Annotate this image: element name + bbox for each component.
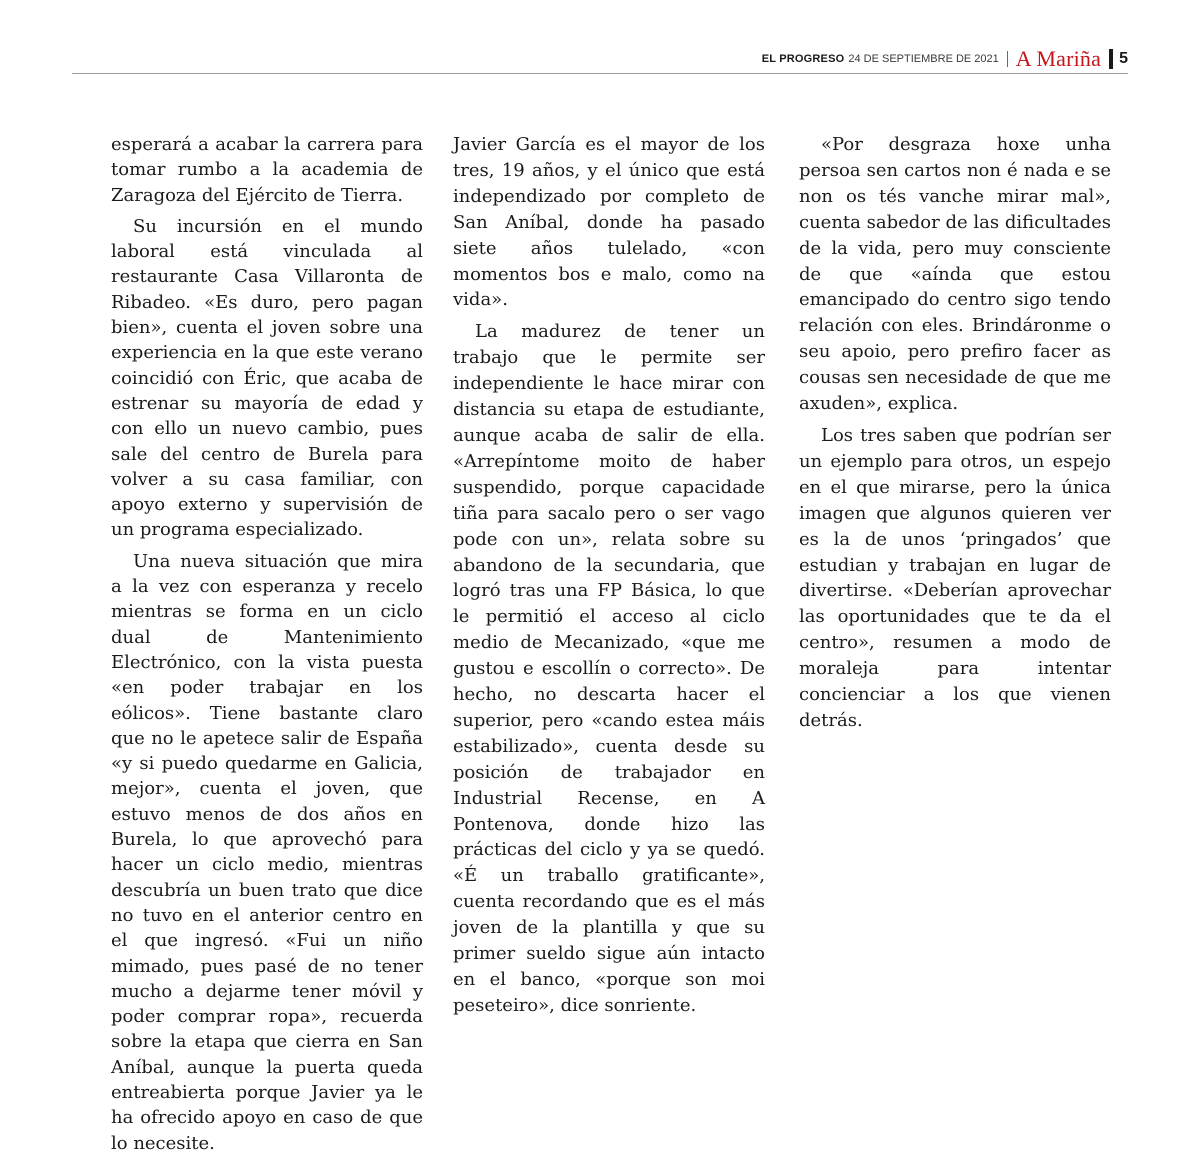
paragraph: «Por desgraza hoxe unha persoa sen cartos non é nada e se non os tés vanche mirar mal», cuenta sabedor de las dificultades de la vida, pero muy consciente de que «aínda que estou emancipado do centro sigo tendo relación con eles. Brindáronme o seu apoio, pero prefiro facer as cousas sen necesidade de que me axuden», explica.: [799, 134, 1111, 415]
paragraph: esperará a acabar la carrera para tomar rumbo a la academia de Zaragoza del Ejército de Tierra.: [111, 134, 423, 206]
header-divider: [1007, 51, 1008, 67]
article-column-2: [453, 132, 765, 1019]
paragraph: Una nueva situación que mira a la vez con esperanza y recelo mientras se forma en un ciclo dual de Mantenimiento Electrónico, con la vista puesta «en poder trabajar en los eólicos». Tiene bastante claro que no le apetece salir de España «y si puedo quedarme en Galicia, mejor», cuenta el joven, que estuvo menos de dos años en Burela, lo que aprovechó para hacer un ciclo medio, mientras descubría un buen trato que dice no tuvo en el anterior centro en el que ingresó. «Fui un niño mimado, pues pasé de no tener mucho a dejarme tener móvil y poder comprar ropa», recuerda sobre la etapa que cierra en San Aníbal, aunque la puerta queda entreabierta porque Javier ya le ha ofrecido apoyo en caso de que lo necesite.: [111, 550, 423, 1154]
publication-date: 24 DE SEPTIEMBRE DE 2021: [848, 53, 999, 65]
paragraph: La madurez de tener un trabajo que le permite ser independiente le hace mirar con distancia su etapa de estudiante, aunque acaba de salir de ella. «Arrepíntome moito de haber suspendido, porque capacidade tiña para sacalo pero o ser vago pode con un», relata sobre su abandono de la secundaria, que logró tras una FP Básica, lo que le permitió el acceso al ciclo medio de Mecanizado, «que me gustou e escollín o correcto». De hecho, no descarta hacer el superior, pero «cando estea máis estabilizado», cuenta desde su posición de trabajador en Industrial Recense, en A Pontenova, donde hizo las prácticas del ciclo y ya se quedó. «É un traballo gratificante», cuenta recordando que es el más joven de la plantilla y que su primer sueldo sigue aún intacto en el banco, «porque son moi peseteiro», dice sonriente.: [453, 321, 765, 1016]
paragraph: Los tres saben que podrían ser un ejemplo para otros, un espejo en el que mirarse, pero la única imagen que algunos quieren ver es la de unos ‘pringados’ que estudian y trabajan en lugar de divertirse. «Deberían aprovechar las oportunidades que te da el centro», resumen a modo de moraleja para intentar concienciar a los que vienen detrás.: [799, 424, 1111, 731]
section-name: A Mariña: [1015, 46, 1102, 71]
article-column-3: [799, 132, 1111, 734]
article-column-1: [111, 132, 423, 1156]
page-number-divider: [1109, 49, 1113, 69]
page-number: 5: [1119, 50, 1128, 67]
paragraph: Javier García es el mayor de los tres, 19 años, y el único que está independizado por completo de San Aníbal, donde ha pasado siete años tulelado, «con momentos bos e malo, como na vida».: [453, 134, 765, 311]
page-header: [72, 44, 1128, 74]
paragraph: Su incursión en el mundo laboral está vinculada al restaurante Casa Villaronta de Ribadeo. «Es duro, pero pagan bien», cuenta el joven sobre una experiencia en la que este verano coincidió con Éric, que acaba de estrenar su mayoría de edad y con ello un nuevo cambio, pues sale del centro de Burela para volver a su casa familiar, con apoyo externo y supervisión de un programa especializado.: [111, 215, 423, 541]
publication-name: EL PROGRESO: [761, 53, 845, 65]
header-rule: [72, 73, 1128, 74]
